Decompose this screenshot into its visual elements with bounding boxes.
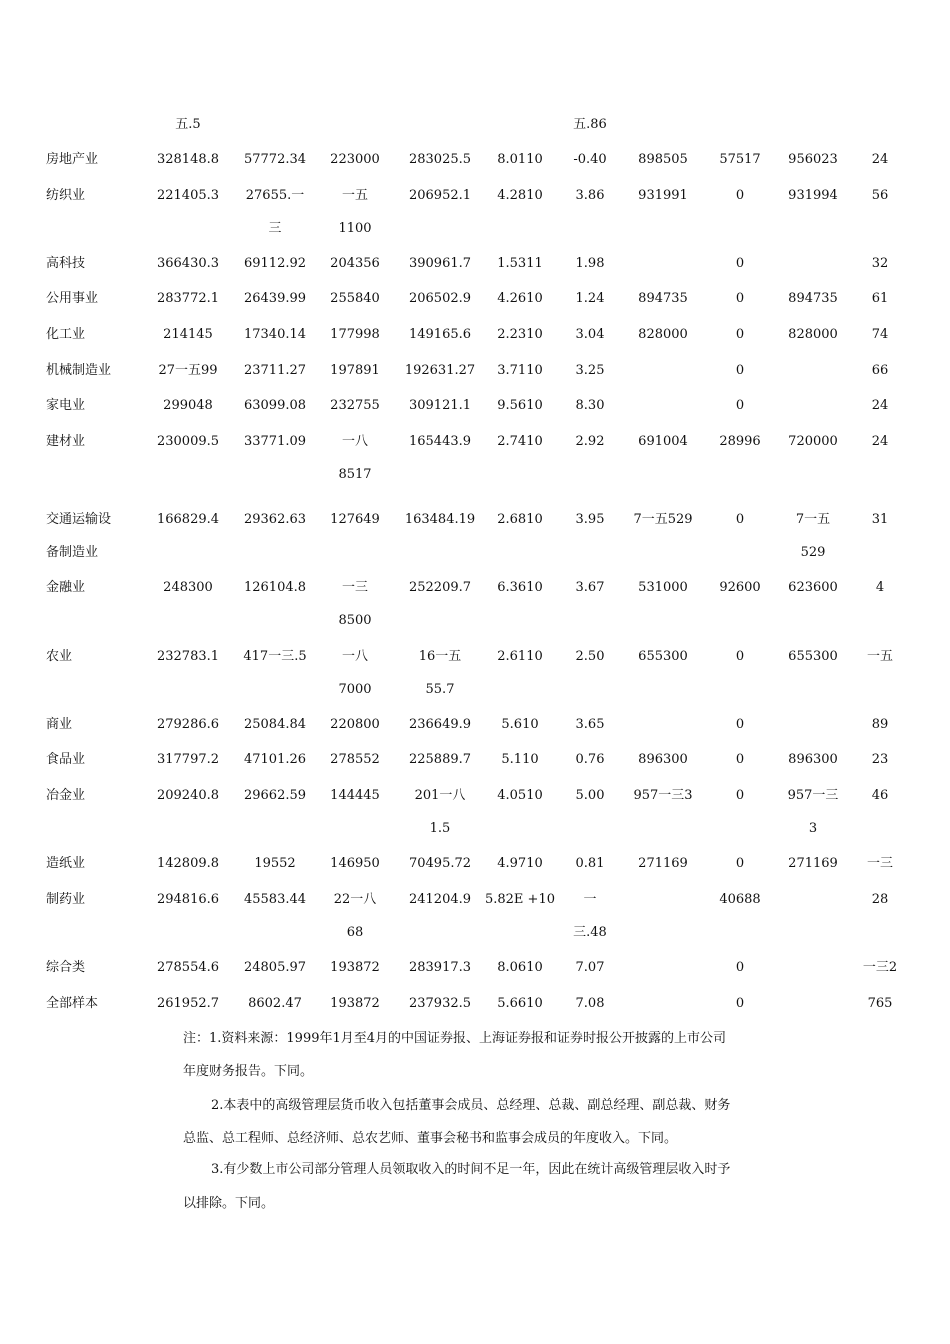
- table-cell: 1100: [338, 221, 372, 236]
- table-cell: 328148.8: [156, 152, 220, 167]
- table-cell: 16一五: [418, 649, 462, 664]
- table-cell: 127649: [330, 512, 380, 527]
- table-cell: 166829.4: [156, 512, 220, 527]
- table-cell: 22一八: [333, 892, 377, 907]
- row-label: 商业: [46, 717, 73, 732]
- table-cell: 61: [871, 291, 889, 306]
- row-label: 全部样本: [46, 996, 99, 1011]
- table-cell: 0: [735, 960, 745, 975]
- table-cell: 57772.34: [243, 152, 307, 167]
- table-cell: 3.67: [575, 580, 605, 595]
- table-cell: 26439.99: [243, 291, 307, 306]
- table-cell: 163484.19: [404, 512, 476, 527]
- table-cell: 283917.3: [408, 960, 472, 975]
- table-cell: 4.2810: [497, 188, 543, 203]
- table-cell: 209240.8: [156, 788, 220, 803]
- row-label: 高科技: [46, 256, 86, 271]
- table-cell: 0: [735, 256, 745, 271]
- table-cell: 165443.9: [408, 434, 472, 449]
- table-cell: 8.0110: [497, 152, 543, 167]
- table-cell: 417一三.5: [243, 649, 307, 664]
- table-cell: 32: [871, 256, 889, 271]
- table-cell: 2.2310: [497, 327, 543, 342]
- table-cell: 0: [735, 996, 745, 1011]
- table-cell: 225889.7: [408, 752, 472, 767]
- table-cell: 206952.1: [408, 188, 472, 203]
- table-cell: 40688: [719, 892, 761, 907]
- table-cell: 一八: [341, 649, 368, 664]
- row-label: 备制造业: [46, 545, 99, 560]
- table-cell: 27一五99: [158, 363, 218, 378]
- table-cell: 201一八: [414, 788, 466, 803]
- table-cell: 55.7: [425, 682, 455, 697]
- table-cell: 2.6110: [497, 649, 543, 664]
- table-cell: 63099.08: [243, 398, 307, 413]
- table-cell: 1.5: [429, 821, 451, 836]
- row-label: 房地产业: [46, 152, 99, 167]
- table-cell: 0.76: [575, 752, 605, 767]
- table-cell: 0: [735, 649, 745, 664]
- table-cell: 3.7110: [497, 363, 543, 378]
- table-cell: 278552: [330, 752, 380, 767]
- note-1-line-2: 年度财务报告。下同。: [183, 1064, 314, 1079]
- table-cell: 2.6810: [497, 512, 543, 527]
- table-cell: 0: [735, 327, 745, 342]
- table-cell: 232783.1: [156, 649, 220, 664]
- table-cell: 8.0610: [497, 960, 543, 975]
- table-cell: 221405.3: [156, 188, 220, 203]
- row-label: 化工业: [46, 327, 86, 342]
- table-cell: 1.98: [575, 256, 605, 271]
- row-label: 建材业: [46, 434, 86, 449]
- table-cell: 237932.5: [408, 996, 472, 1011]
- table-cell: 294816.6: [156, 892, 220, 907]
- note-3-line-1: 3.有少数上市公司部分管理人员领取收入的时间不足一年，因此在统计高级管理层收入时予: [211, 1162, 731, 1177]
- table-cell: 一三: [866, 856, 893, 871]
- table-cell: 一五: [866, 649, 893, 664]
- table-cell: 一三2: [862, 960, 898, 975]
- row-label: 公用事业: [46, 291, 99, 306]
- table-cell: 828000: [638, 327, 688, 342]
- table-cell: 255840: [330, 291, 380, 306]
- table-cell: 0: [735, 752, 745, 767]
- table-cell: 8517: [338, 467, 372, 482]
- table-cell: 0: [735, 363, 745, 378]
- note-1-line-1: 注：1.资料来源：1999年1月至4月的中国证券报、上海证券报和证券时报公开披露的上市公司: [183, 1031, 727, 1046]
- table-cell: 66: [871, 363, 889, 378]
- table-cell: 828000: [788, 327, 838, 342]
- row-label: 制药业: [46, 892, 86, 907]
- table-cell: 一五: [341, 188, 368, 203]
- table-cell: 220800: [330, 717, 380, 732]
- table-cell: 68: [346, 925, 364, 940]
- table-cell: 3.95: [575, 512, 605, 527]
- table-cell: 17340.14: [243, 327, 307, 342]
- table-cell: 46: [871, 788, 889, 803]
- table-cell: 24: [871, 434, 889, 449]
- table-cell: 8602.47: [248, 996, 302, 1011]
- row-label: 食品业: [46, 752, 86, 767]
- table-cell: 5.6610: [497, 996, 543, 1011]
- table-cell: 三: [268, 221, 282, 236]
- table-cell: 25084.84: [243, 717, 307, 732]
- table-cell: 261952.7: [156, 996, 220, 1011]
- table-cell: 248300: [163, 580, 213, 595]
- table-cell: 29662.59: [243, 788, 307, 803]
- table-cell: 89: [871, 717, 889, 732]
- table-cell: 29362.63: [243, 512, 307, 527]
- table-cell: 720000: [788, 434, 838, 449]
- table-cell: 0: [735, 788, 745, 803]
- table-cell: 56: [871, 188, 889, 203]
- table-cell: 0: [735, 188, 745, 203]
- note-2-line-2: 总监、总工程师、总经济师、总农艺师、董事会秘书和监事会成员的年度收入。下同。: [183, 1131, 678, 1146]
- table-cell: 3: [808, 821, 818, 836]
- table-cell: 19552: [254, 856, 296, 871]
- table-cell: 3.86: [575, 188, 605, 203]
- table-cell: 3.25: [575, 363, 605, 378]
- table-cell: 956023: [788, 152, 838, 167]
- table-cell: 7.08: [575, 996, 605, 1011]
- table-cell: 2.92: [575, 434, 605, 449]
- table-cell: 894735: [788, 291, 838, 306]
- table-cell: 45583.44: [243, 892, 307, 907]
- table-cell: 23711.27: [243, 363, 307, 378]
- table-cell: 33771.09: [243, 434, 307, 449]
- table-cell: 655300: [638, 649, 688, 664]
- table-cell: 655300: [788, 649, 838, 664]
- table-cell: 283025.5: [408, 152, 472, 167]
- table-cell: 4.2610: [497, 291, 543, 306]
- row-label: 纺织业: [46, 188, 86, 203]
- continuation-cell: 五.86: [573, 117, 607, 132]
- row-label: 综合类: [46, 960, 86, 975]
- table-cell: 0: [735, 717, 745, 732]
- table-cell: 206502.9: [408, 291, 472, 306]
- table-cell: 279286.6: [156, 717, 220, 732]
- table-cell: 74: [871, 327, 889, 342]
- table-cell: 299048: [163, 398, 213, 413]
- table-cell: 1.24: [575, 291, 605, 306]
- table-cell: 3.65: [575, 717, 605, 732]
- table-cell: 192631.27: [404, 363, 476, 378]
- table-cell: 8500: [338, 613, 372, 628]
- table-cell: 5.110: [501, 752, 539, 767]
- table-cell: 309121.1: [408, 398, 472, 413]
- table-cell: 317797.2: [156, 752, 220, 767]
- note-2-line-1: 2.本表中的高级管理层货币收入包括董事会成员、总经理、总裁、副总经理、副总裁、财务: [211, 1098, 731, 1113]
- table-cell: 691004: [638, 434, 688, 449]
- table-cell: 7.07: [575, 960, 605, 975]
- table-cell: 390961.7: [408, 256, 472, 271]
- table-cell: 278554.6: [156, 960, 220, 975]
- table-cell: 197891: [330, 363, 380, 378]
- row-label: 家电业: [46, 398, 86, 413]
- row-label: 农业: [46, 649, 73, 664]
- table-cell: 0.81: [575, 856, 605, 871]
- table-cell: 31: [871, 512, 889, 527]
- table-cell: 765: [867, 996, 893, 1011]
- table-cell: 271169: [788, 856, 838, 871]
- table-cell: 146950: [330, 856, 380, 871]
- table-cell: 283772.1: [156, 291, 220, 306]
- table-cell: 1.5311: [497, 256, 543, 271]
- table-cell: 27655.一: [245, 188, 305, 203]
- table-cell: 531000: [638, 580, 688, 595]
- table-cell: 69112.92: [243, 256, 307, 271]
- table-cell: 126104.8: [243, 580, 307, 595]
- table-cell: 24: [871, 152, 889, 167]
- table-cell: 236649.9: [408, 717, 472, 732]
- table-cell: 3.04: [575, 327, 605, 342]
- table-cell: 一八: [341, 434, 368, 449]
- table-cell: 896300: [788, 752, 838, 767]
- table-cell: 252209.7: [408, 580, 472, 595]
- table-cell: 7000: [338, 682, 372, 697]
- table-cell: 92600: [719, 580, 761, 595]
- table-cell: 623600: [788, 580, 838, 595]
- table-cell: 957一三3: [633, 788, 693, 803]
- row-label: 交通运输设: [46, 512, 112, 527]
- table-cell: 931991: [638, 188, 688, 203]
- table-cell: 894735: [638, 291, 688, 306]
- table-cell: 193872: [330, 960, 380, 975]
- table-cell: 241204.9: [408, 892, 472, 907]
- table-cell: 70495.72: [408, 856, 472, 871]
- table-cell: 193872: [330, 996, 380, 1011]
- table-cell: 24805.97: [243, 960, 307, 975]
- row-label: 机械制造业: [46, 363, 112, 378]
- table-cell: 149165.6: [408, 327, 472, 342]
- table-cell: 223000: [330, 152, 380, 167]
- table-cell: 7一五: [795, 512, 831, 527]
- table-cell: 一: [583, 892, 597, 907]
- table-cell: 214145: [163, 327, 213, 342]
- table-cell: 957一三: [787, 788, 839, 803]
- table-cell: 271169: [638, 856, 688, 871]
- table-cell: 0: [735, 398, 745, 413]
- table-cell: -0.40: [573, 152, 607, 167]
- table-cell: 5.610: [501, 717, 539, 732]
- table-cell: 23: [871, 752, 889, 767]
- table-cell: 366430.3: [156, 256, 220, 271]
- table-cell: 4: [875, 580, 885, 595]
- table-cell: 2.50: [575, 649, 605, 664]
- table-cell: 142809.8: [156, 856, 220, 871]
- table-cell: 一三: [341, 580, 368, 595]
- row-label: 金融业: [46, 580, 86, 595]
- table-cell: 0: [735, 856, 745, 871]
- table-cell: 177998: [330, 327, 380, 342]
- table-cell: 28996: [719, 434, 761, 449]
- table-cell: 9.5610: [497, 398, 543, 413]
- table-cell: 2.7410: [497, 434, 543, 449]
- table-cell: 28: [871, 892, 889, 907]
- table-cell: 47101.26: [243, 752, 307, 767]
- continuation-cell: 五.5: [175, 117, 201, 132]
- table-cell: 144445: [330, 788, 380, 803]
- table-cell: 529: [800, 545, 826, 560]
- table-cell: 5.82E +10: [484, 892, 555, 907]
- row-label: 造纸业: [46, 856, 86, 871]
- table-cell: 24: [871, 398, 889, 413]
- table-cell: 4.0510: [497, 788, 543, 803]
- table-cell: 931994: [788, 188, 838, 203]
- table-cell: 230009.5: [156, 434, 220, 449]
- table-cell: 0: [735, 512, 745, 527]
- table-cell: 898505: [638, 152, 688, 167]
- table-cell: 7一五529: [633, 512, 693, 527]
- note-3-line-2: 以排除。下同。: [183, 1196, 275, 1211]
- table-cell: 896300: [638, 752, 688, 767]
- row-label: 冶金业: [46, 788, 86, 803]
- table-cell: 5.00: [575, 788, 605, 803]
- table-cell: 232755: [330, 398, 380, 413]
- table-cell: 6.3610: [497, 580, 543, 595]
- table-cell: 57517: [719, 152, 761, 167]
- table-cell: 8.30: [575, 398, 605, 413]
- table-cell: 204356: [330, 256, 380, 271]
- table-cell: 4.9710: [497, 856, 543, 871]
- table-cell: 三.48: [573, 925, 607, 940]
- table-cell: 0: [735, 291, 745, 306]
